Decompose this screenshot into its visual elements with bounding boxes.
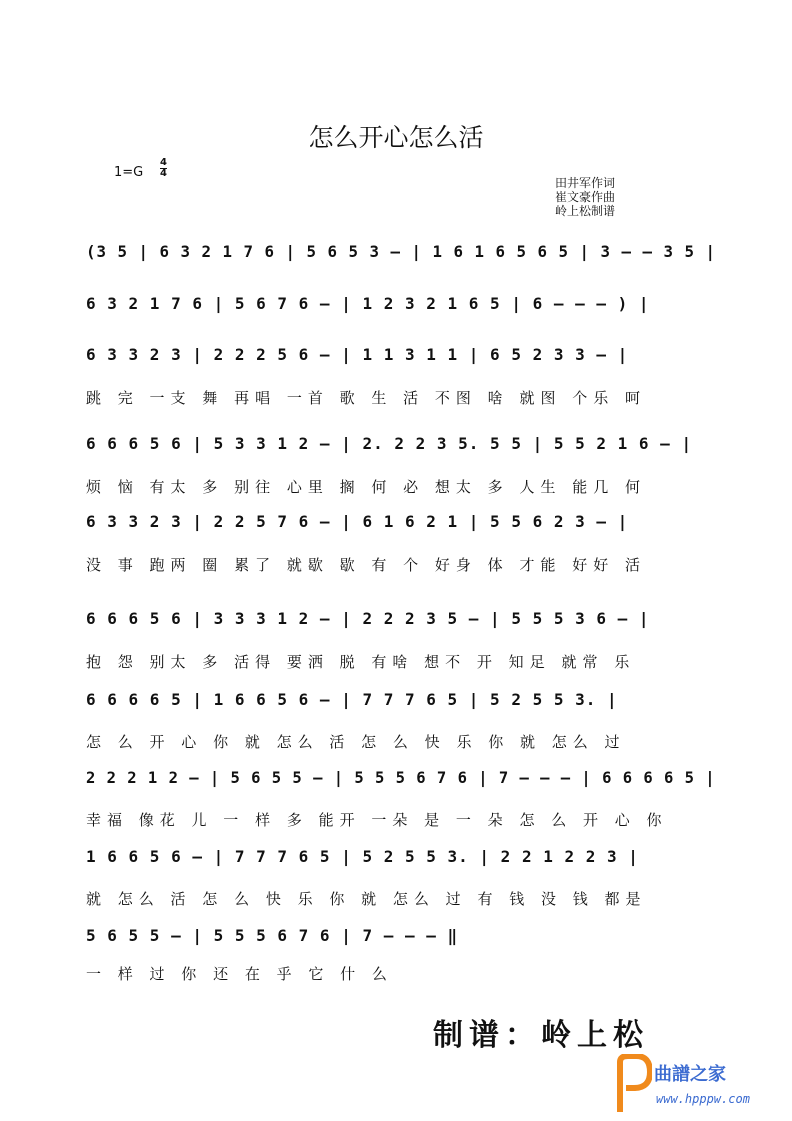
composer: 崔文豪作曲 <box>555 190 616 204</box>
notation-row-5 <box>86 510 716 540</box>
notes: 2 2 2 1 2 – | 5 6 5 5 – | 5 5 5 6 7 6 | 7 – – – | 6 6 6 6 5 | <box>86 768 716 787</box>
notes: 6 3 3 2 3 | 2 2 2 5 6 – | 1 1 3 1 1 | 6 5 2 3 3 – | <box>86 345 629 364</box>
song-title: 怎么开心怎么活 <box>308 123 484 152</box>
lyric-row-8: 幸福 像花 儿 一 样 多 能开 一朵 是 一 朵 怎 么 开 心 你 <box>86 811 668 829</box>
logo-p-icon <box>612 1054 652 1114</box>
notes: (3 5 | 6 3 2 1 7 6 | 5 6 5 3 – | 1 6 1 6 5 6 5 | 3 – – 3 5 | <box>86 242 716 261</box>
lyric-row-4: 烦 恼 有太 多 别往 心里 搁 何 必 想太 多 人生 能几 何 <box>86 478 646 496</box>
lyric-row-3: 跳 完 一支 舞 再唱 一首 歌 生 活 不图 啥 就图 个乐 呵 <box>86 389 646 407</box>
notation-row-10 <box>86 924 716 954</box>
time-signature <box>160 158 167 179</box>
notation-row-6 <box>86 607 716 637</box>
notation-row-9 <box>86 845 716 875</box>
notes: 6 3 2 1 7 6 | 5 6 7 6 – | 1 2 3 2 1 6 5 | 6 – – – ) | <box>86 294 650 313</box>
notes: 1 6 6 5 6 – | 7 7 7 6 5 | 5 2 5 5 3. | 2 2 1 2 2 3 | <box>86 847 639 866</box>
site-logo[interactable] <box>612 1050 782 1116</box>
logo-url[interactable]: www.hpppw.com <box>656 1092 750 1106</box>
notation-row-1 <box>86 240 716 270</box>
lyric-row-10: 一 样 过 你 还 在 乎 它 什 么 <box>86 965 393 983</box>
notation-row-4 <box>86 432 716 462</box>
lyric-row-7: 怎 么 开 心 你 就 怎么 活 怎 么 快 乐 你 就 怎么 过 <box>86 733 626 751</box>
notation-row-8 <box>86 766 716 796</box>
notes: 6 6 6 5 6 | 3 3 3 1 2 – | 2 2 2 3 5 – | 5 5 5 3 6 – | <box>86 609 650 628</box>
key-signature: 1=G <box>114 165 144 180</box>
notation-row-2 <box>86 292 716 322</box>
logo-name: 曲譜之家 <box>654 1064 726 1085</box>
signature: 制谱：岭上松 <box>433 1018 649 1053</box>
notes: 6 6 6 6 5 | 1 6 6 5 6 – | 7 7 7 6 5 | 5 2 5 5 3. | <box>86 690 618 709</box>
notes: 5 6 5 5 – | 5 5 5 6 7 6 | 7 – – – ‖ <box>86 926 459 945</box>
notes: 6 6 6 5 6 | 5 3 3 1 2 – | 2. 2 2 3 5. 5 5 | 5 5 2 1 6 – | <box>86 434 693 453</box>
lyricist: 田井军作词 <box>555 176 616 190</box>
notation-row-7 <box>86 688 716 718</box>
lyric-row-5: 没 事 跑两 圈 累了 就歇 歇 有 个 好身 体 才能 好好 活 <box>86 556 646 574</box>
meter-top: 4 <box>160 157 167 168</box>
lyric-row-6: 抱 怨 别太 多 活得 要洒 脱 有啥 想不 开 知足 就常 乐 <box>86 653 636 671</box>
notes: 6 3 3 2 3 | 2 2 5 7 6 – | 6 1 6 2 1 | 5 5 6 2 3 – | <box>86 512 629 531</box>
transcriber: 岭上松制谱 <box>555 204 616 218</box>
meter-bottom: 4 <box>160 168 167 179</box>
notation-row-3 <box>86 343 716 373</box>
credits <box>555 176 615 218</box>
lyric-row-9: 就 怎么 活 怎 么 快 乐 你 就 怎么 过 有 钱 没 钱 都是 <box>86 890 647 908</box>
